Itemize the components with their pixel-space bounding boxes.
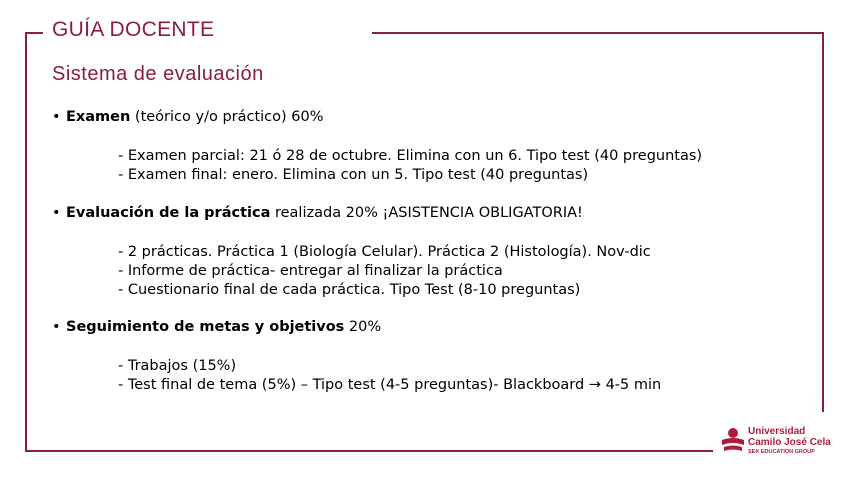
list-item: - Test final de tema (5%) – Tipo test (4-5 preguntas)- Blackboard → 4-5 min xyxy=(118,377,662,393)
bullet-examen xyxy=(52,109,324,125)
list-item: - 2 prácticas. Práctica 1 (Biología Celular). Práctica 2 (Histología). Nov-dic xyxy=(118,244,651,260)
bullet-bold-label: Evaluación de la práctica xyxy=(66,205,271,221)
list-item: - Trabajos (15%) xyxy=(118,358,237,374)
bullet-dot: • xyxy=(52,109,61,125)
list-item: - Examen final: enero. Elimina con un 5. Tipo test (40 preguntas) xyxy=(118,167,589,183)
frame-top-right-line xyxy=(372,32,824,34)
list-item: - Examen parcial: 21 ó 28 de octubre. Elimina con un 6. Tipo test (40 preguntas) xyxy=(118,148,703,164)
bullet-seguimiento-metas xyxy=(52,319,381,335)
logo-text-line3: SEK EDUCATION GROUP xyxy=(748,449,815,455)
frame-left-line xyxy=(25,32,27,452)
list-item: - Cuestionario final de cada práctica. Tipo Test (8-10 preguntas) xyxy=(118,282,581,298)
logo-text-line1: Universidad xyxy=(748,426,806,437)
bullet-dot: • xyxy=(52,205,61,221)
header-title: GUÍA DOCENTE xyxy=(52,18,215,41)
bullet-dot: • xyxy=(52,319,61,335)
bullet-rest-label: (teórico y/o práctico) 60% xyxy=(130,109,324,125)
frame-top-left-line xyxy=(25,32,43,34)
bullet-rest-label: 20% xyxy=(344,319,382,335)
bullet-bold-label: Examen xyxy=(66,109,131,125)
section-title: Sistema de evaluación xyxy=(52,63,264,85)
university-logo-icon xyxy=(720,426,746,456)
list-item: - Informe de práctica- entregar al finalizar la práctica xyxy=(118,263,503,279)
university-logo xyxy=(718,424,840,460)
logo-text-line2: Camilo José Cela xyxy=(748,437,831,448)
frame-right-line xyxy=(822,32,824,412)
frame-bottom-line xyxy=(25,450,713,452)
bullet-evaluacion-practica xyxy=(52,205,583,221)
bullet-bold-label: Seguimiento de metas y objetivos xyxy=(66,319,345,335)
bullet-rest-label: realizada 20% ¡ASISTENCIA OBLIGATORIA! xyxy=(270,205,583,221)
